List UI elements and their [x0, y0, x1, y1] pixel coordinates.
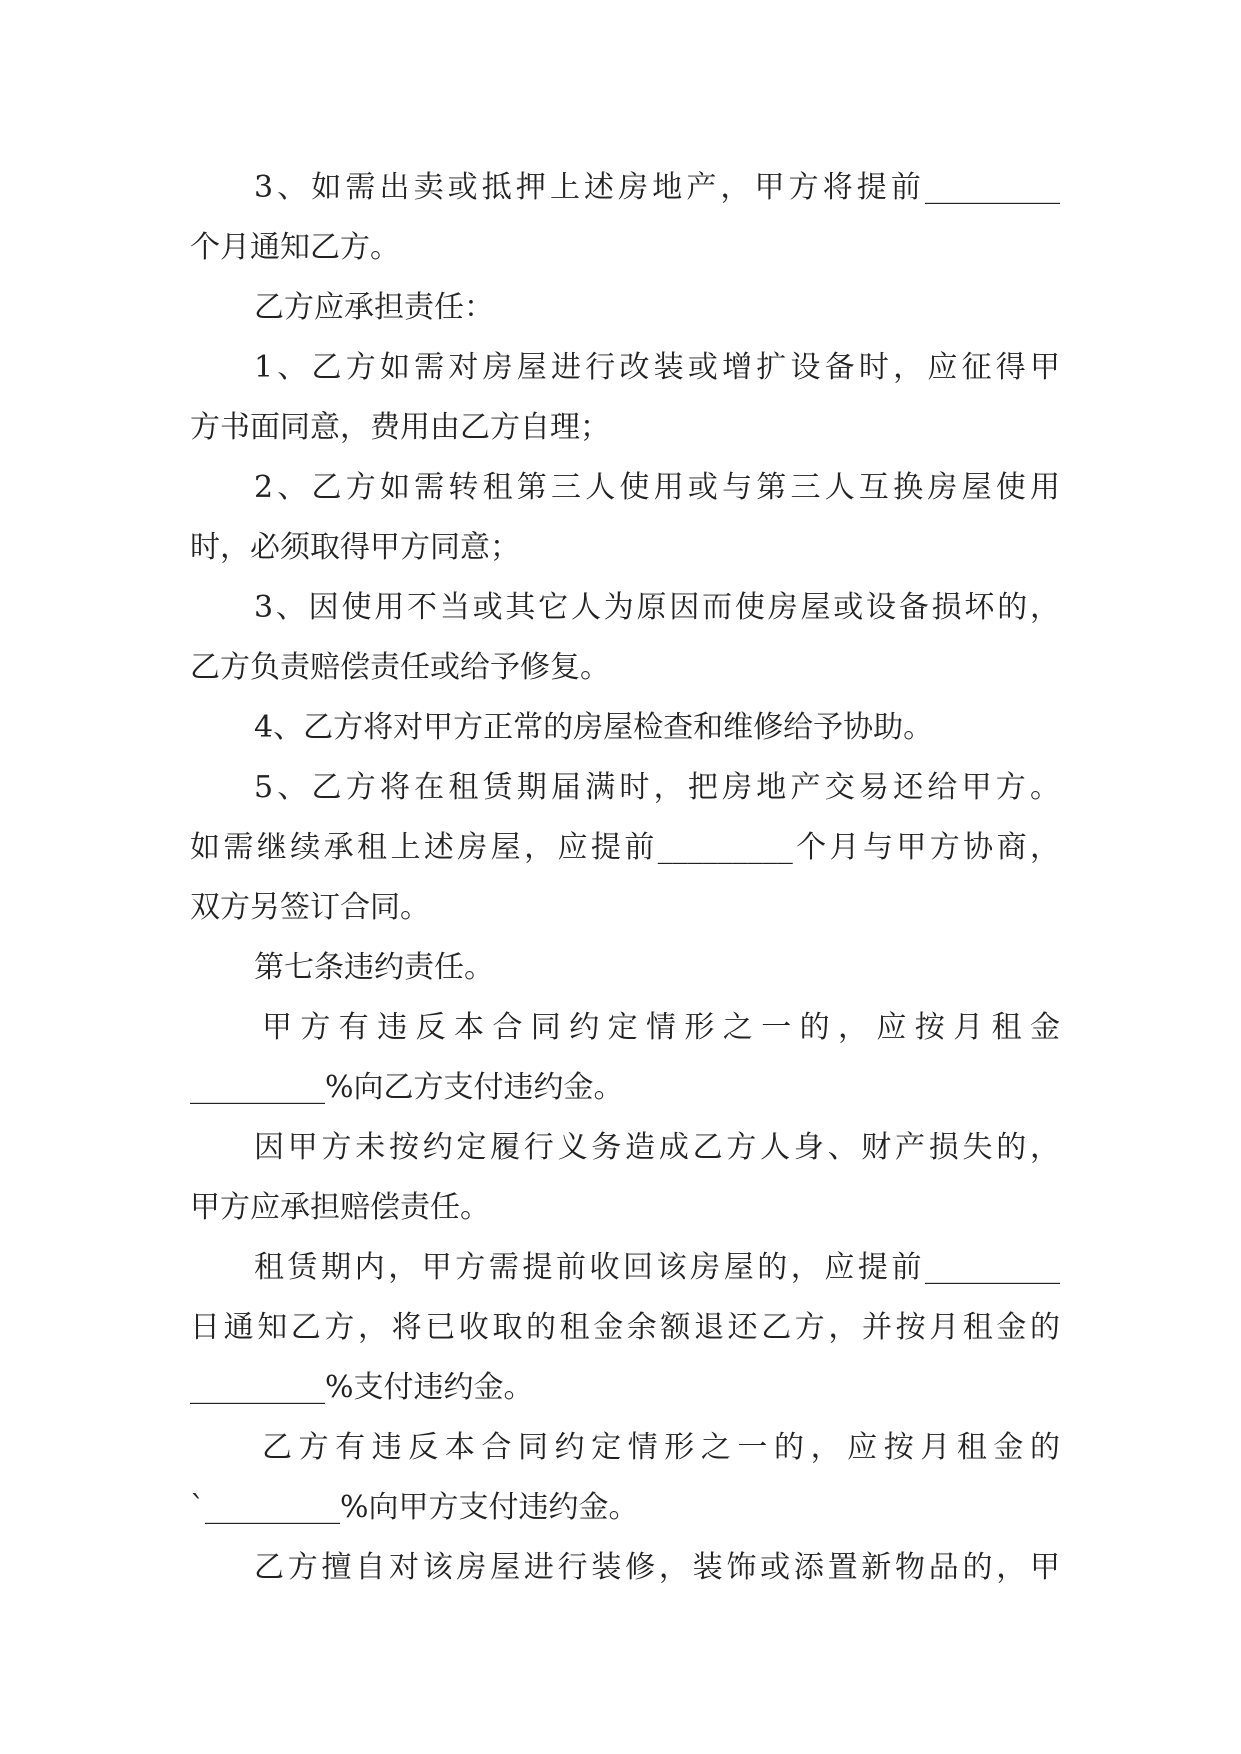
paragraph-line: _________%支付违约金。 — [190, 1370, 534, 1405]
paragraph-line: 2、乙方如需转租第三人使用或与第三人互换房屋使用 — [254, 470, 1060, 505]
paragraph-line: 方书面同意，费用由乙方自理； — [190, 410, 610, 445]
paragraph-line: 如需继续承租上述房屋，应提前_________个月与甲方协商， — [190, 830, 1060, 865]
section-heading: 第七条违约责任。 — [254, 950, 494, 985]
paragraph-line: _________%向乙方支付违约金。 — [190, 1070, 624, 1105]
paragraph-line: 3、因使用不当或其它人为原因而使房屋或设备损坏的， — [254, 590, 1060, 625]
document-body — [190, 158, 1060, 1598]
paragraph-line: 日通知乙方，将已收取的租金余额退还乙方，并按月租金的 — [190, 1310, 1060, 1345]
paragraph-line: 个月通知乙方。 — [190, 230, 400, 265]
paragraph-line: 3、如需出卖或抵押上述房地产，甲方将提前_________ — [254, 170, 1060, 205]
paragraph-line: 双方另签订合同。 — [190, 890, 430, 925]
paragraph-line: 5、乙方将在租赁期届满时，把房地产交易还给甲方。 — [254, 770, 1060, 805]
paragraph-line: 乙方擅自对该房屋进行装修，装饰或添置新物品的，甲 — [254, 1550, 1060, 1585]
paragraph-line: 乙方负责赔偿责任或给予修复。 — [190, 650, 610, 685]
paragraph-line: 乙方有违反本合同约定情形之一的，应按月租金的 — [262, 1430, 1060, 1465]
paragraph-line: 甲方有违反本合同约定情形之一的，应按月租金 — [262, 1010, 1060, 1045]
paragraph-line: 甲方应承担赔偿责任。 — [190, 1190, 490, 1225]
paragraph-line: 4、乙方将对甲方正常的房屋检查和维修给予协助。 — [254, 710, 934, 745]
paragraph-line: 租赁期内，甲方需提前收回该房屋的，应提前_________ — [254, 1250, 1060, 1285]
paragraph-line: 乙方应承担责任： — [254, 290, 494, 325]
paragraph-line: 1、乙方如需对房屋进行改装或增扩设备时，应征得甲 — [254, 350, 1060, 385]
paragraph-line: 时，必须取得甲方同意； — [190, 530, 520, 565]
paragraph-line: 因甲方未按约定履行义务造成乙方人身、财产损失的， — [254, 1130, 1060, 1165]
paragraph-line: `_________%向甲方支付违约金。 — [190, 1490, 639, 1525]
